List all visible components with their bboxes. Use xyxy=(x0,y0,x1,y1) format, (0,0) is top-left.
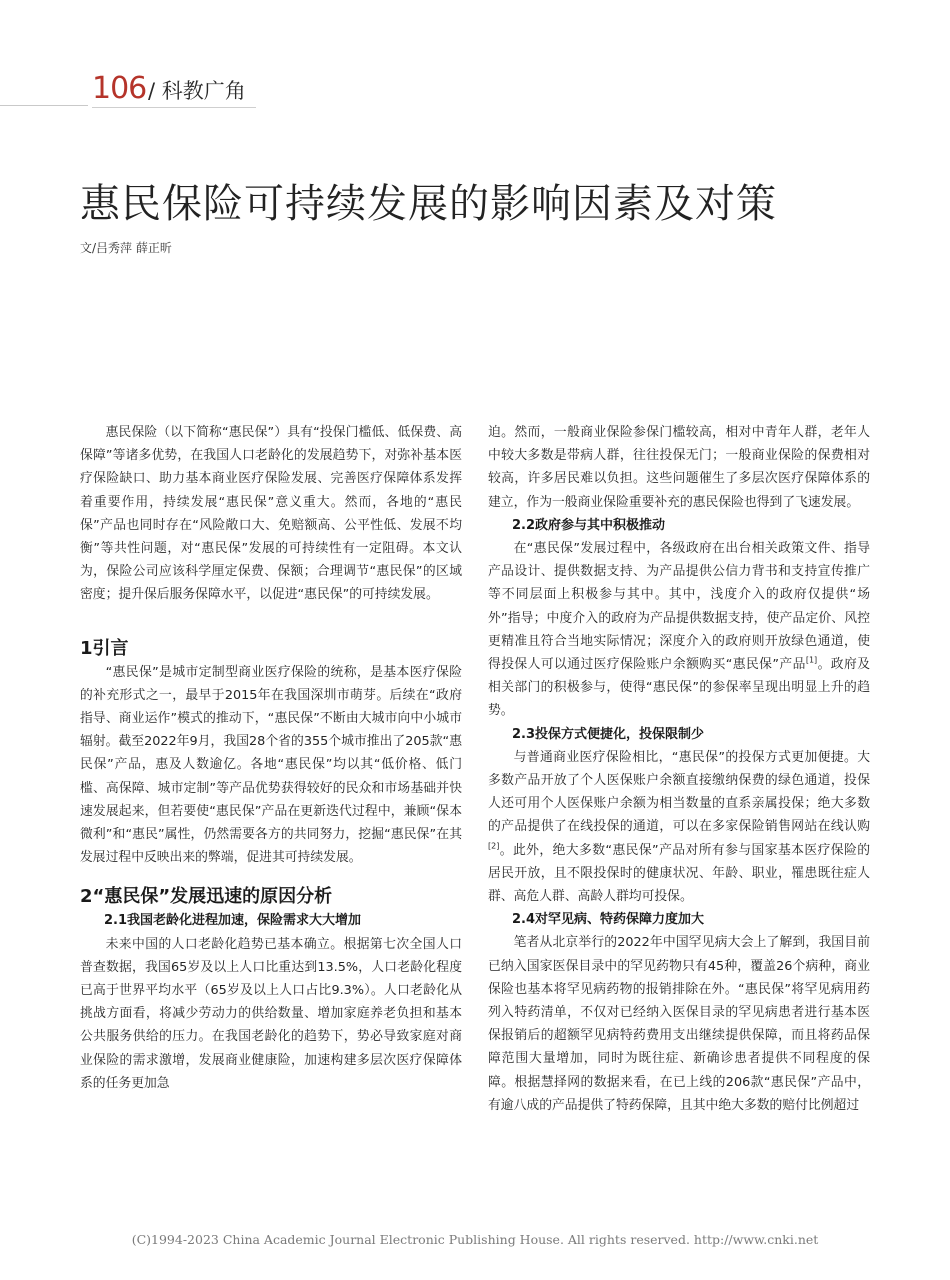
heading-section-2: 2“惠民保”发展迅速的原因分析 xyxy=(80,886,333,908)
left-column xyxy=(80,421,462,1095)
heading-introduction: 1引言 xyxy=(80,637,129,659)
section-2-3-body xyxy=(488,746,870,908)
section-2-1-body-right: 迫。然而，一般商业保险参保门槛较高，相对中青年人群，老年人中较大多数是带病人群，往往投保无门；一般商业保险的保费相对较高，许多居民难以负担。这些问题催生了多层次医疗保障体系的建立，作为一般商业保险重要补充的惠民保险也得到了飞速发展。 xyxy=(488,425,870,510)
byline: 文/吕秀萍 薛正昕 xyxy=(80,241,172,255)
heading-2-4: 2.4对罕见病、特药保障力度加大 xyxy=(512,912,705,928)
section-name: / 科教广角 xyxy=(148,79,246,103)
abstract: 惠民保险（以下简称“惠民保”）具有“投保门槛低、低保费、高保障”等诸多优势，在我国人口老龄化的发展趋势下，对弥补基本医疗保险缺口、助力基本商业医疗保险发展、完善医疗保障体系发挥着重要作用，持续发展“惠民保”意义重大。然而，各地的“惠民保”产品也同时存在“风险敞口大、免赔额高、公平性低、发展不均衡”等共性问题，对“惠民保”发展的可持续性有一定阻碍。本文认为，保险公司应该科学厘定保费、保额；合理调节“惠民保”的区域密度；提升保后服务保障水平，以促进“惠民保”的可持续发展。 xyxy=(80,425,462,603)
copyright-footer: (C)1994-2023 China Academic Journal Electronic Publishing House. All rights reserved. http://www.cnki.net xyxy=(131,1232,819,1247)
section-2-4-body: 笔者从北京举行的2022年中国罕见病大会上了解到，我国目前已纳入国家医保目录中的罕见药物只有45种，覆盖26个病种，商业保险也基本将罕见病药物的报销排除在外。“惠民保”将罕见病用药列入特药清单，不仅对已经纳入医保目录的罕见病患者进行基本医保报销后的超额罕见病特药费用支出继续提供保障，而且将药品保障范围大量增加，同时为既往症、新确诊患者提供不同程度的保障。根据慧择网的数据来看，在已上线的206款“惠民保”产品中，有逾八成的产品提供了特药保障，且其中绝大多数的赔付比例超过 xyxy=(488,935,870,1113)
running-header xyxy=(0,66,950,114)
section-2-2-text-a: 在“惠民保”发展过程中，各级政府在出台相关政策文件、指导产品设计、提供数据支持、为产品提供公信力背书和支持宣传推广等不同层面上积极参与其中。其中，浅度介入的政府仅提供“场外”指导；中度介入的政府为产品提供数据支持，使产品定价、风控更精准且符合当地实际情况；深度介入的政府则开放绿色通道，使得投保人可以通过医疗保险账户余额购买“惠民保”产品 xyxy=(488,541,870,673)
header-left-rule xyxy=(0,105,88,106)
section-2-2-text-b: 。政府及相关部门的积极参与，使得“惠民保”的参保率呈现出明显上升的趋势。 xyxy=(488,657,870,719)
heading-2-1: 2.1我国老龄化进程加速，保险需求大大增加 xyxy=(104,913,362,929)
section-2-1-body-left: 未来中国的人口老龄化趋势已基本确立。根据第七次全国人口普查数据，我国65岁及以上人口比重达到13.5%，人口老龄化程度已高于世界平均水平（65岁及以上人口占比9.3%）。人口老龄化从挑战方面看，将减少劳动力的供给数量、增加家庭养老负担和基本公共服务供给的压力。在我国老龄化的趋势下，势必导致家庭对商业保险的需求激增，发展商业健康险，加速构建多层次医疗保障体系的任务更加急 xyxy=(80,936,462,1091)
page-number: 106 xyxy=(92,71,147,106)
citation-2: [2] xyxy=(488,841,500,851)
section-2-2-body xyxy=(488,537,870,723)
header-underline xyxy=(92,107,256,108)
heading-2-3: 2.3投保方式便捷化，投保限制少 xyxy=(512,726,705,742)
section-2-3-text-a: 与普通商业医疗保险相比，“惠民保”的投保方式更加便捷。大多数产品开放了个人医保账户余额直接缴纳保费的绿色通道，投保人还可用个人医保账户余额为相当数量的直系亲属投保；绝大多数的产品提供了在线投保的通道，可以在多家保险销售网站在线认购 xyxy=(488,749,870,835)
citation-1: [1] xyxy=(805,655,818,665)
right-column xyxy=(488,421,870,1117)
heading-2-2: 2.2政府参与其中积极推动 xyxy=(512,517,666,533)
article-title: 惠民保险可持续发展的影响因素及对策 xyxy=(80,181,777,227)
section-2-3-text-b: 。此外，绝大多数“惠民保”产品对所有参与国家基本医疗保险的居民开放，且不限投保时的健康状况、年龄、职业，罹患既往症人群、高危人群、高龄人群均可投保。 xyxy=(488,842,870,905)
introduction-body: “惠民保”是城市定制型商业医疗保险的统称，是基本医疗保险的补充形式之一，最早于2015年在我国深圳市萌芽。后续在“政府指导、商业运作”模式的推动下，“惠民保”不断由大城市向中小城市辐射。截至2022年9月，我国28个省的355个城市推出了205款“惠民保”产品，惠及人数逾亿。各地“惠民保”均以其“低价格、低门槛、高保障、城市定制”等产品优势获得较好的民众和市场基础并快速发展起来，但若要使“惠民保”产品在更新迭代过程中，兼顾“保本微利”和“惠民”属性，仍然需要各方的共同努力，挖掘“惠民保”在其发展过程中反映出来的弊端，促进其可持续发展。 xyxy=(80,664,462,866)
